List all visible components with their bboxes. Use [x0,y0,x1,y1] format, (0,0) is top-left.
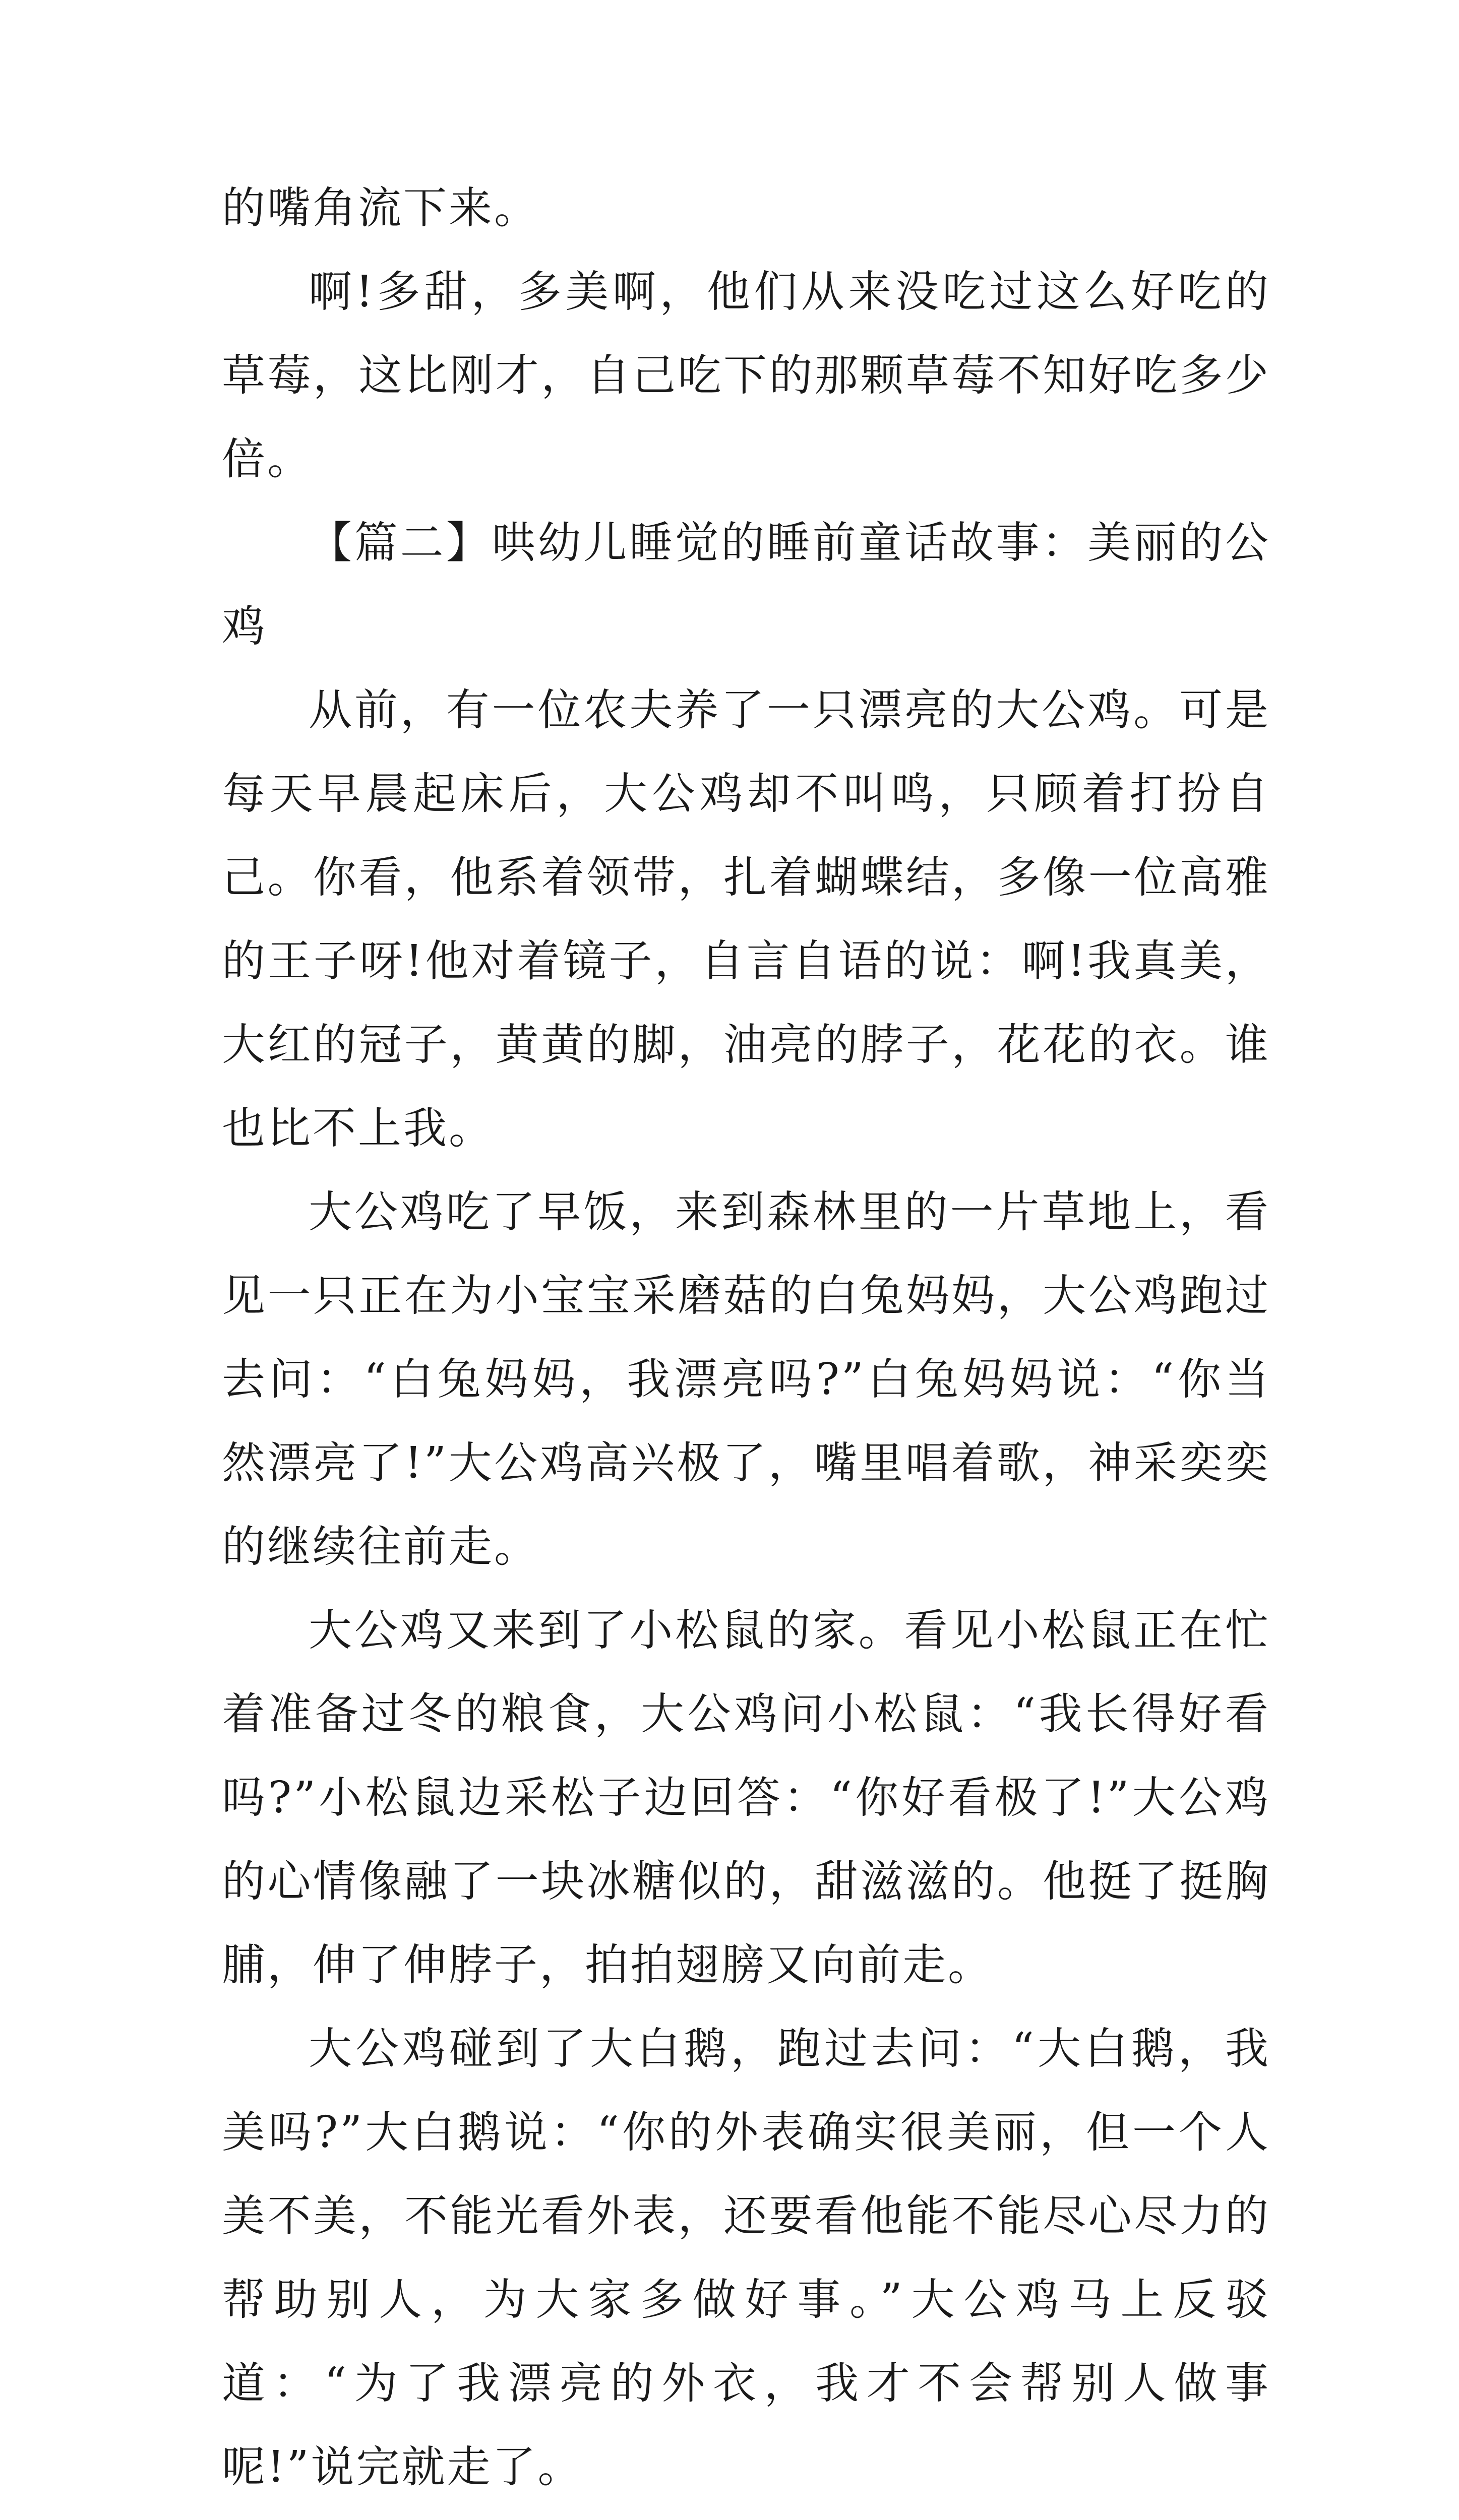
paragraph: 大公鸡吃了早饭，来到森林里的一片草地上，看见一只正在为小宝宝采磨菇的白兔妈妈，大公鸡跑过去问：“白兔妈妈，我漂亮吗?”白兔妈妈说：“你当然漂亮了!”大公鸡高兴极了，嘴里唱着歌，神采奕奕的继续往前走。 [222,1187,1270,1572]
body-text [222,166,1270,2520]
paragraph: 大公鸡碰到了大白鹅，跑过去问：“大白鹅，我美吗?”大白鹅说：“你的外表确实很美丽，但一个人美不美，不能光看外表，还要看他能不能尽心尽力的帮助别人，为大家多做好事。”大公鸡马上反驳道：“为了我漂亮的外衣，我才不会帮别人做事呢!”说完就走了。 [222,2024,1270,2492]
section-heading: 【篇二】哄幼儿睡觉的睡前童话故事：美丽的公鸡 [222,518,1270,652]
paragraph: 啊!多甜，多美啊，他们从来没吃过这么好吃的草莓，这比刚才，自己吃下的那颗草莓不知好吃多少倍。 [222,267,1270,484]
paragraph: 从前，有一位农夫养了一只漂亮的大公鸡。可是每天早晨起床后，大公鸡却不叫鸣，只顾着打扮自己。你看，他系着领带，扎着蝴蝶结，多像一位高雅的王子呀!他对着镜子，自言自语的说：啊!我真美，大红的冠子，黄黄的脚，油亮的脖子，花花的衣。谁也比不上我。 [222,685,1270,1154]
paragraph [222,2509,1270,2520]
paragraph: 大公鸡又来到了小松鼠的家。看见小松鼠正在忙着准备过冬的粮食，大公鸡问小松鼠：“我长得好看吗?”小松鼠边采松子边回答：“你好看极了!”大公鸡的心情像融了一块冰糖似的，甜滋滋的。他挺了挺胸脯，伸了伸脖子，拍拍翅膀又向前走。 [222,1605,1270,1990]
paragraph-continuation: 的嘴角流下来。 [222,183,539,233]
